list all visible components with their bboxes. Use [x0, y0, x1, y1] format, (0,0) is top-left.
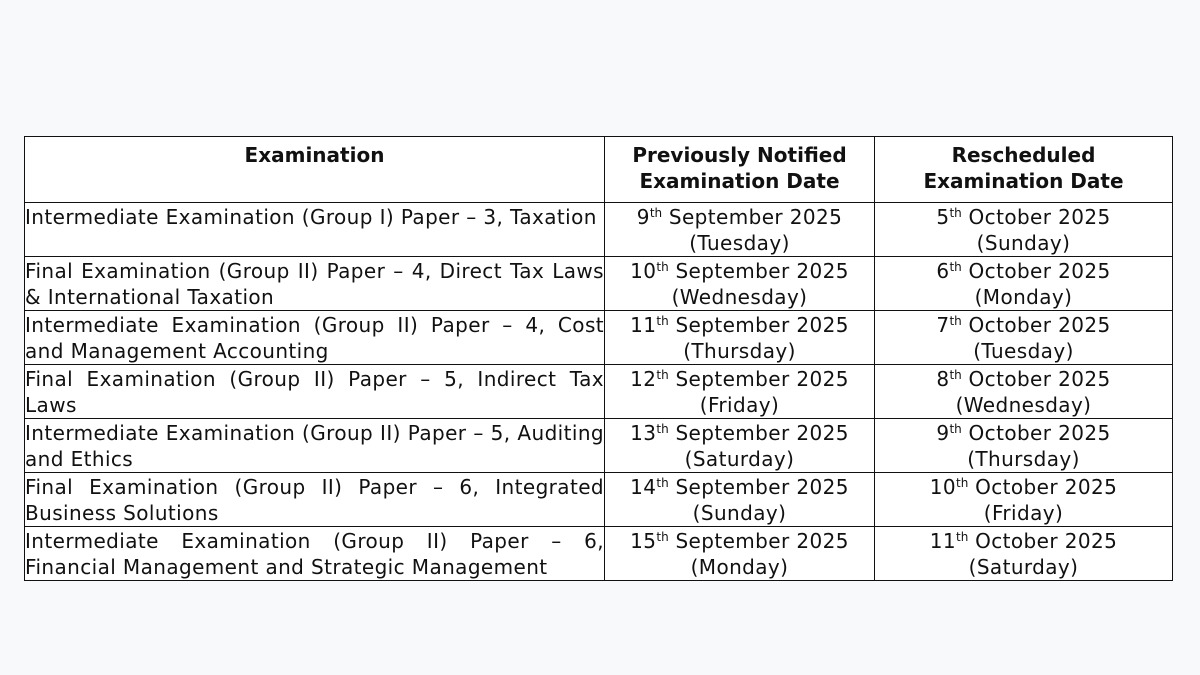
rescheduled-date-cell — [875, 527, 1173, 581]
date-day: 10 — [929, 475, 957, 499]
rescheduled-weekday: (Thursday) — [967, 447, 1080, 471]
date-day: 10 — [630, 259, 657, 283]
date-ordinal: th — [949, 422, 962, 436]
previous-weekday: (Thursday) — [683, 339, 796, 363]
exam-schedule-table — [24, 136, 1173, 581]
date-month-year: September 2025 — [668, 421, 849, 445]
header-previous-line-1: Previously Notified — [632, 143, 847, 167]
date-day: 6 — [936, 259, 950, 283]
date-day: 11 — [630, 313, 657, 337]
date-month-year: October 2025 — [961, 421, 1111, 445]
exam-name-cell: Intermediate Examination (Group II) Paper – 4, Cost and Management Accounting — [25, 311, 605, 365]
header-rescheduled-date — [875, 137, 1173, 203]
date-ordinal: th — [949, 368, 962, 382]
date-day: 9 — [636, 205, 650, 229]
previous-weekday: (Sunday) — [692, 501, 787, 525]
table-header — [25, 137, 1173, 203]
header-row — [25, 137, 1173, 203]
previous-date-cell — [605, 257, 875, 311]
rescheduled-weekday: (Tuesday) — [973, 339, 1074, 363]
header-rescheduled-line-2: Examination Date — [923, 169, 1124, 193]
date-day: 11 — [929, 529, 957, 553]
rescheduled-date — [875, 420, 1172, 446]
rescheduled-date-cell — [875, 311, 1173, 365]
table-row — [25, 419, 1173, 473]
exam-name-cell: Final Examination (Group II) Paper – 5, Indirect Tax Laws — [25, 365, 605, 419]
rescheduled-weekday: (Saturday) — [968, 555, 1079, 579]
previous-date — [605, 258, 874, 284]
rescheduled-date-cell — [875, 365, 1173, 419]
previous-weekday: (Saturday) — [684, 447, 795, 471]
previous-weekday: (Wednesday) — [671, 285, 808, 309]
rescheduled-date — [875, 528, 1172, 554]
rescheduled-date-cell — [875, 473, 1173, 527]
date-month-year: September 2025 — [668, 475, 849, 499]
rescheduled-date — [875, 312, 1172, 338]
date-ordinal: th — [656, 530, 669, 544]
table-row — [25, 203, 1173, 257]
date-month-year: October 2025 — [961, 367, 1111, 391]
date-month-year: October 2025 — [968, 529, 1118, 553]
header-examination — [25, 137, 605, 203]
date-day: 9 — [936, 421, 950, 445]
date-ordinal: th — [949, 260, 962, 274]
exam-name-cell: Final Examination (Group II) Paper – 4, Direct Tax Laws & International Taxation — [25, 257, 605, 311]
previous-date-cell — [605, 419, 875, 473]
rescheduled-date-cell — [875, 257, 1173, 311]
previous-weekday: (Friday) — [699, 393, 780, 417]
exam-name-cell: Final Examination (Group II) Paper – 6, Integrated Business Solutions — [25, 473, 605, 527]
header-previous-date — [605, 137, 875, 203]
previous-date-cell — [605, 527, 875, 581]
date-ordinal: th — [656, 314, 669, 328]
date-month-year: September 2025 — [668, 259, 849, 283]
previous-weekday: (Tuesday) — [689, 231, 790, 255]
exam-name-cell: Intermediate Examination (Group II) Paper – 5, Auditing and Ethics — [25, 419, 605, 473]
date-month-year: September 2025 — [668, 529, 849, 553]
date-day: 8 — [936, 367, 950, 391]
table-row — [25, 311, 1173, 365]
date-day: 5 — [936, 205, 950, 229]
rescheduled-date-cell — [875, 203, 1173, 257]
date-ordinal: th — [656, 476, 669, 490]
header-previous-line-2: Examination Date — [639, 169, 840, 193]
table-body — [25, 203, 1173, 581]
table-row — [25, 527, 1173, 581]
previous-date — [605, 528, 874, 554]
date-ordinal: th — [656, 422, 669, 436]
previous-date — [605, 366, 874, 392]
date-ordinal: th — [956, 476, 969, 490]
date-month-year: October 2025 — [961, 259, 1111, 283]
exam-name-cell: Intermediate Examination (Group I) Paper – 3, Taxation — [25, 203, 605, 257]
date-month-year: September 2025 — [662, 205, 843, 229]
previous-date-cell — [605, 203, 875, 257]
previous-date — [605, 474, 874, 500]
date-month-year: September 2025 — [668, 367, 849, 391]
rescheduled-date — [875, 366, 1172, 392]
date-day: 15 — [630, 529, 657, 553]
date-month-year: October 2025 — [961, 205, 1111, 229]
exam-name-cell: Intermediate Examination (Group II) Paper – 6, Financial Management and Strategic Management — [25, 527, 605, 581]
rescheduled-date-cell — [875, 419, 1173, 473]
previous-date-cell — [605, 311, 875, 365]
date-ordinal: th — [956, 530, 969, 544]
date-month-year: October 2025 — [968, 475, 1118, 499]
date-day: 7 — [936, 313, 950, 337]
rescheduled-weekday: (Wednesday) — [955, 393, 1092, 417]
date-ordinal: th — [949, 314, 962, 328]
date-day: 13 — [630, 421, 657, 445]
previous-date — [605, 312, 874, 338]
rescheduled-weekday: (Monday) — [974, 285, 1073, 309]
rescheduled-date — [875, 258, 1172, 284]
rescheduled-date — [875, 204, 1172, 230]
date-ordinal: th — [656, 368, 669, 382]
date-month-year: October 2025 — [961, 313, 1111, 337]
previous-date-cell — [605, 365, 875, 419]
previous-date — [605, 420, 874, 446]
table-row — [25, 365, 1173, 419]
rescheduled-date — [875, 474, 1172, 500]
header-rescheduled-line-1: Rescheduled — [951, 143, 1096, 167]
previous-weekday: (Monday) — [690, 555, 789, 579]
previous-date-cell — [605, 473, 875, 527]
header-examination-label: Examination — [244, 143, 385, 167]
rescheduled-weekday: (Sunday) — [976, 231, 1071, 255]
date-day: 14 — [630, 475, 657, 499]
date-ordinal: th — [649, 206, 663, 220]
date-ordinal: th — [949, 206, 962, 220]
date-day: 12 — [630, 367, 657, 391]
rescheduled-weekday: (Friday) — [983, 501, 1064, 525]
table-row — [25, 257, 1173, 311]
table-row — [25, 473, 1173, 527]
date-ordinal: th — [656, 260, 669, 274]
previous-date — [605, 204, 874, 230]
date-month-year: September 2025 — [668, 313, 849, 337]
